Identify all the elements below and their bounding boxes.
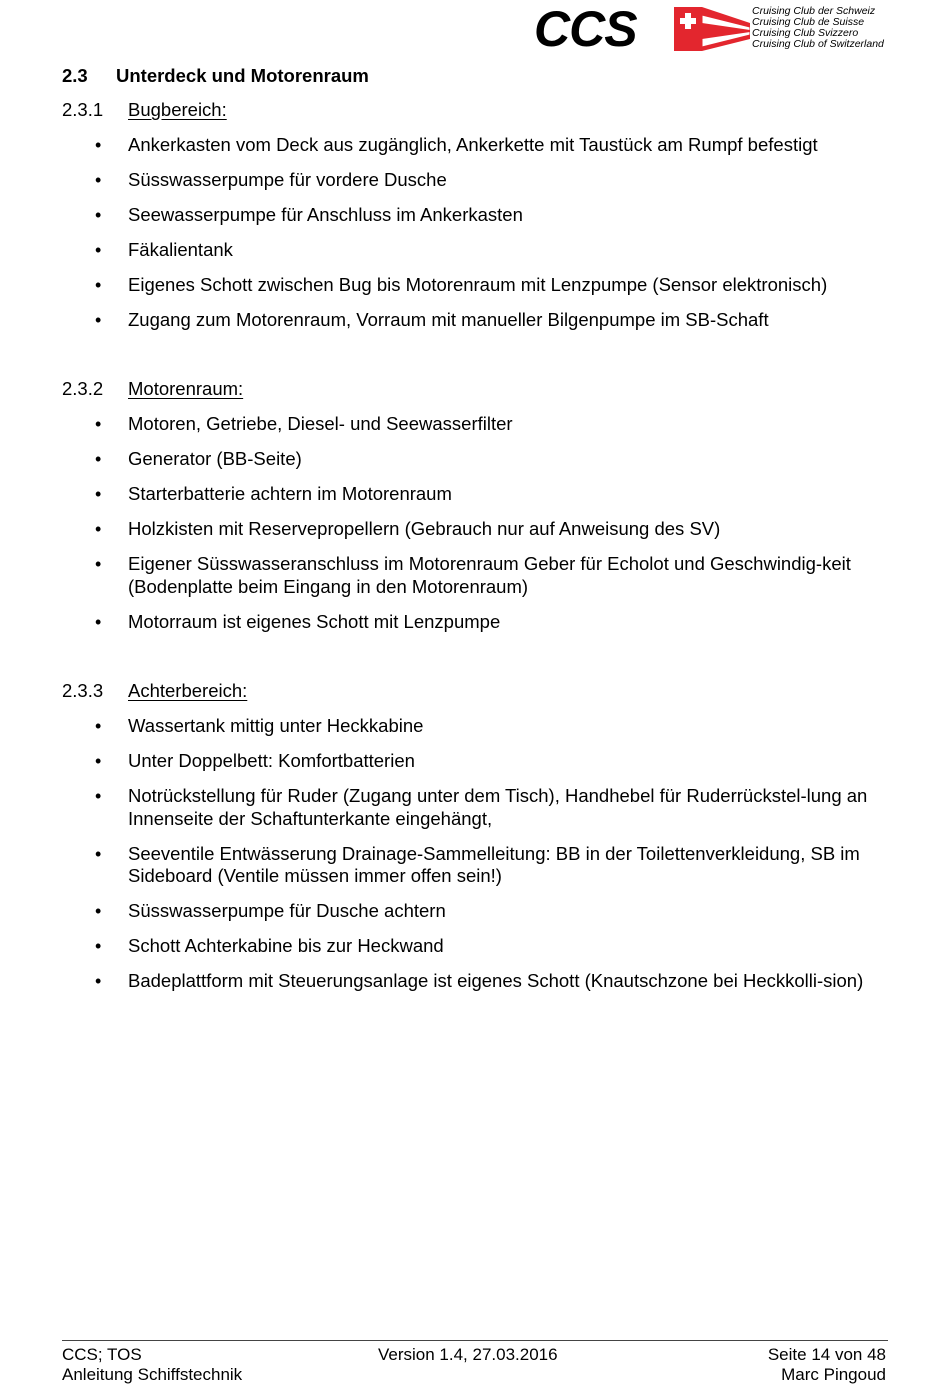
footer-author: Marc Pingoud	[781, 1365, 886, 1384]
list-item-text: Motoren, Getriebe, Diesel- und Seewasserfilter	[128, 413, 513, 434]
bullet-icon: •	[95, 240, 102, 260]
logo-line: Cruising Club of Switzerland	[752, 38, 884, 50]
bullet-icon: •	[95, 135, 102, 155]
list-item	[0, 715, 888, 738]
subsection-heading-motorenraum	[62, 378, 243, 400]
bullet-icon: •	[95, 971, 102, 991]
bullet-icon: •	[95, 901, 102, 921]
logo-wordmark: CCS	[534, 1, 637, 57]
list-item-text: Generator (BB-Seite)	[128, 448, 302, 469]
bullet-icon: •	[95, 751, 102, 771]
swiss-ensign-flag-icon	[674, 7, 750, 51]
footer-left-line-1: CCS; TOS	[62, 1345, 142, 1364]
list-item-text: Eigenes Schott zwischen Bug bis Motorenraum mit Lenzpumpe (Sensor elektronisch)	[128, 274, 828, 295]
list-item-text: Seewasserpumpe für Anschluss im Ankerkasten	[128, 204, 523, 225]
bullet-list-bugbereich	[0, 134, 950, 332]
list-item	[0, 239, 888, 262]
bullet-icon: •	[95, 484, 102, 504]
bullet-icon: •	[95, 414, 102, 434]
list-item	[0, 204, 888, 227]
list-item	[0, 611, 888, 634]
list-item	[0, 274, 888, 297]
subsection-title: Achterbereich:	[128, 680, 248, 701]
section-number: 2.3	[62, 65, 88, 86]
list-item-text: Fäkalientank	[128, 239, 233, 260]
footer-divider	[62, 1340, 888, 1341]
list-item-text: Badeplattform mit Steuerungsanlage ist eigenes Schott (Knautschzone bei Heckkolli-sion)	[128, 970, 864, 991]
list-item	[0, 900, 888, 923]
footer-page-number: Seite 14 von 48	[767, 1345, 886, 1364]
bullet-icon: •	[95, 170, 102, 190]
list-item	[0, 134, 888, 157]
ccs-logo	[534, 1, 894, 57]
list-item	[0, 483, 888, 506]
subsection-title: Motorenraum:	[128, 378, 244, 399]
bullet-icon: •	[95, 554, 102, 574]
list-item-text: Ankerkasten vom Deck aus zugänglich, Ankerkette mit Taustück am Rumpf befestigt	[128, 134, 818, 155]
list-item-text: Seeventile Entwässerung Drainage-Sammelleitung: BB in der Toilettenverkleidung, SB im Sideboard (Ventile müssen immer offen sein!)	[128, 842, 860, 886]
list-item-text: Wassertank mittig unter Heckkabine	[128, 715, 424, 736]
list-item	[0, 518, 888, 541]
list-item-text: Süsswasserpumpe für vordere Dusche	[128, 169, 447, 190]
list-item	[0, 169, 888, 192]
bullet-icon: •	[95, 611, 102, 632]
bullet-icon: •	[95, 936, 102, 956]
logo-line: Cruising Club Svizzero	[752, 27, 859, 39]
section-heading	[62, 65, 369, 87]
list-item	[0, 935, 888, 958]
bullet-icon: •	[95, 786, 102, 806]
list-item	[0, 750, 888, 773]
subsection-number: 2.3.1	[62, 99, 104, 120]
footer-version: Version 1.4, 27.03.2016	[378, 1345, 558, 1364]
list-item-text: Zugang zum Motorenraum, Vorraum mit manueller Bilgenpumpe im SB-Schaft	[128, 309, 769, 330]
bullet-icon: •	[95, 519, 102, 539]
subsection-number: 2.3.2	[62, 378, 104, 399]
bullet-icon: •	[95, 716, 102, 736]
list-item	[0, 970, 888, 993]
list-item-text: Motorraum ist eigenes Schott mit Lenzpumpe	[128, 610, 501, 632]
footer-left-line-2: Anleitung Schiffstechnik	[62, 1365, 243, 1384]
list-item-text: Holzkisten mit Reservepropellern (Gebrauch nur auf Anweisung des SV)	[128, 518, 721, 539]
section-title: Unterdeck und Motorenraum	[116, 65, 369, 86]
subsection-heading-bugbereich	[62, 99, 227, 121]
list-item-text: Eigener Süsswasseranschluss im Motorenraum Geber für Echolot und Geschwindig-keit (Bodenplatte beim Eingang in den Motorenraum)	[128, 553, 851, 597]
list-item-text: Süsswasserpumpe für Dusche achtern	[128, 900, 446, 921]
bullet-list-achterbereich	[0, 715, 950, 993]
subsection-number: 2.3.3	[62, 680, 104, 701]
list-item	[0, 309, 888, 332]
subsection-title: Bugbereich:	[128, 99, 227, 120]
list-item	[0, 553, 888, 598]
logo-line: Cruising Club de Suisse	[752, 16, 865, 28]
list-item	[0, 843, 888, 888]
list-item-text: Starterbatterie achtern im Motorenraum	[128, 483, 452, 504]
list-item	[0, 448, 888, 471]
bullet-icon: •	[95, 310, 102, 330]
logo-line: Cruising Club der Schweiz	[752, 5, 876, 17]
logo-club-names	[752, 6, 884, 50]
bullet-icon: •	[95, 205, 102, 225]
list-item-text: Schott Achterkabine bis zur Heckwand	[128, 935, 444, 956]
bullet-icon: •	[95, 449, 102, 469]
bullet-icon: •	[95, 275, 102, 295]
list-item	[0, 413, 888, 436]
list-item	[0, 785, 888, 830]
list-item-text: Notrückstellung für Ruder (Zugang unter dem Tisch), Handhebel für Ruderrückstel-lung an Innenseite der Schaftunterkante eingehängt,	[128, 785, 868, 829]
bullet-icon: •	[95, 843, 102, 864]
bullet-list-motorenraum	[0, 413, 950, 633]
subsection-heading-achterbereich	[62, 680, 247, 702]
list-item-text: Unter Doppelbett: Komfortbatterien	[128, 750, 415, 771]
